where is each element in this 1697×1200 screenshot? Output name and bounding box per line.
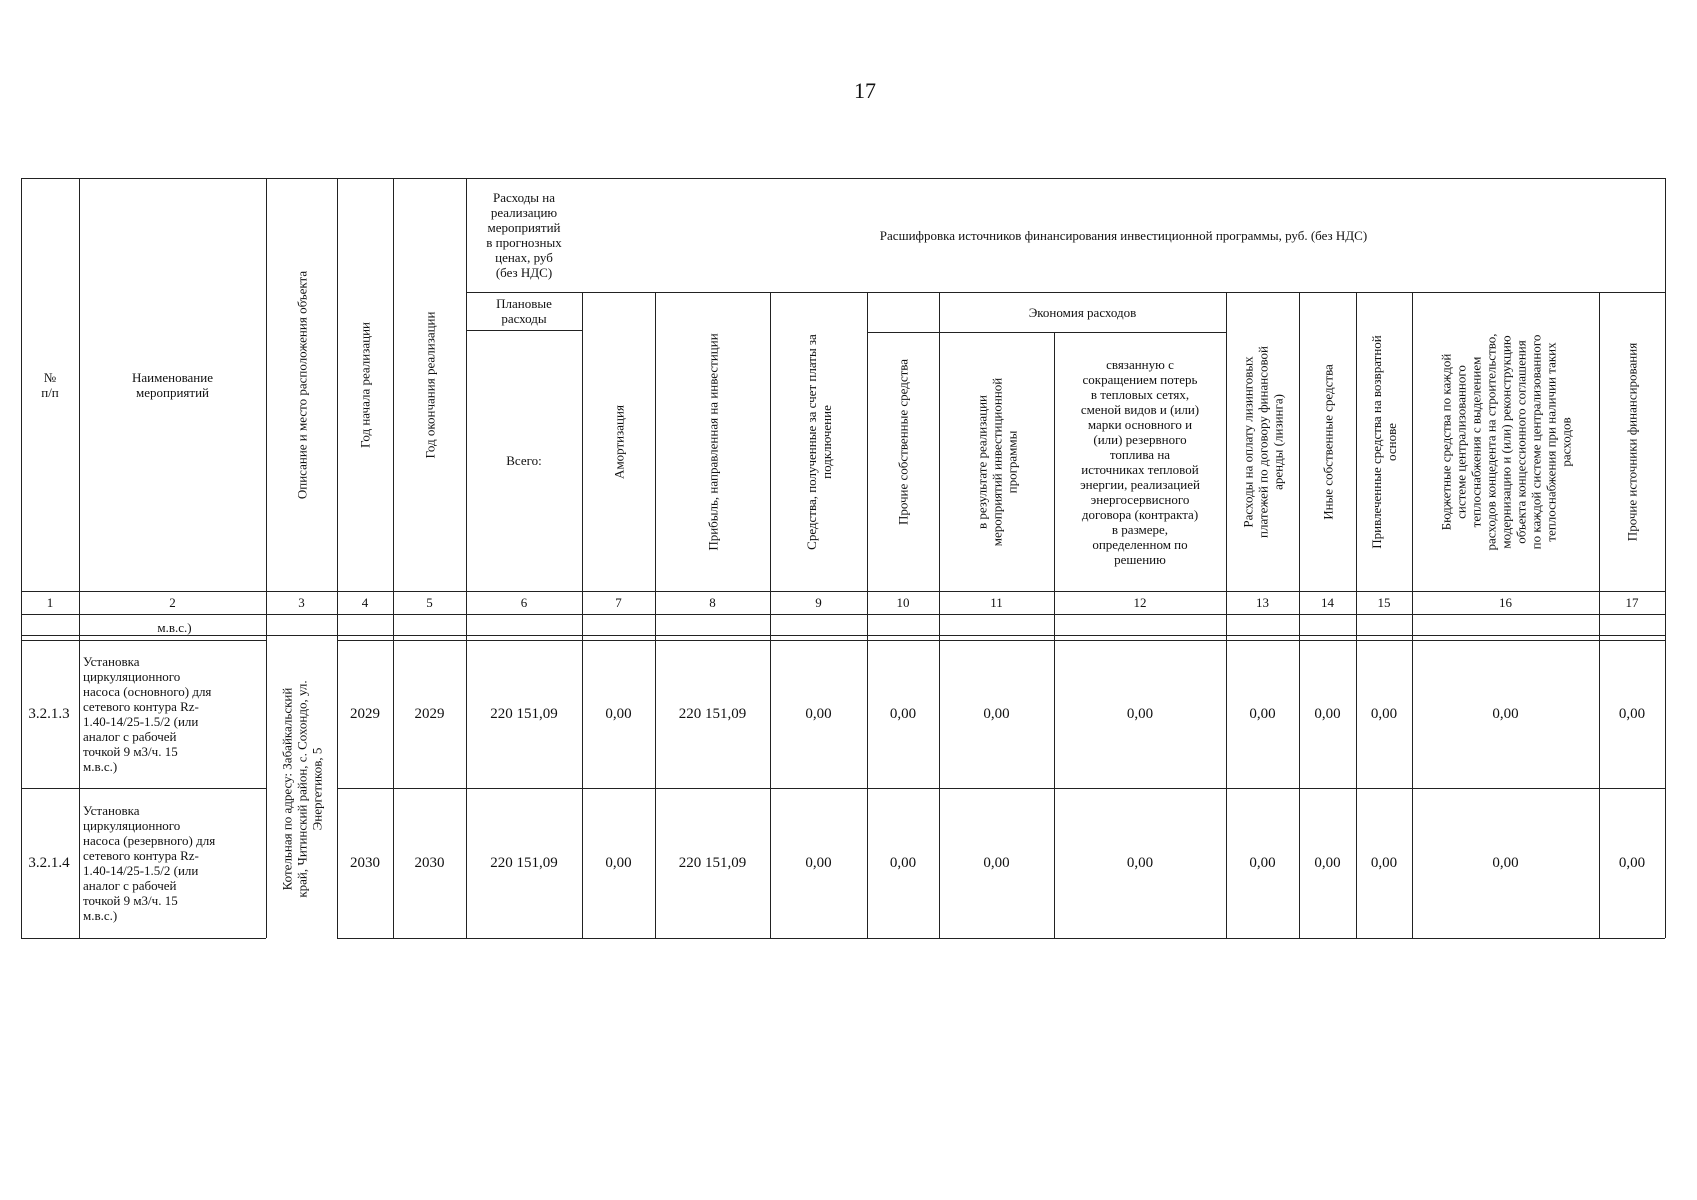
row-value: 0,00 bbox=[605, 705, 632, 722]
header-start-year: Год начала реализации bbox=[357, 321, 373, 448]
row-value: 220 151,09 bbox=[678, 854, 747, 871]
row-value: 0,00 bbox=[889, 854, 917, 871]
row-value: 0,00 bbox=[805, 854, 832, 871]
row-value: 0,00 bbox=[805, 705, 832, 722]
row-value: 0,00 bbox=[1492, 705, 1519, 722]
row-total: 220 151,09 bbox=[490, 854, 558, 871]
row-value: 0,00 bbox=[983, 705, 1010, 722]
carry-over-text: м.в.с.) bbox=[157, 620, 192, 635]
row-number: 3.2.1.3 bbox=[28, 705, 70, 722]
table-rule bbox=[266, 178, 267, 938]
row-start-year: 2030 bbox=[350, 854, 380, 871]
column-number: 13 bbox=[1256, 594, 1269, 610]
row-value: 0,00 bbox=[1314, 705, 1341, 722]
row-value: 0,00 bbox=[1618, 705, 1646, 722]
row-value: 0,00 bbox=[1492, 854, 1519, 871]
header-leasing: Расходы на оплату лизинговых платежей по договору финансовой аренды (лизинга) bbox=[1240, 345, 1285, 538]
header-name: Наименование мероприятий bbox=[132, 369, 213, 400]
column-number: 16 bbox=[1499, 594, 1512, 610]
column-number: 8 bbox=[709, 594, 716, 610]
row-value: 0,00 bbox=[1249, 854, 1276, 871]
header-costs: Расходы на реализацию мероприятий в прогнозных ценах, руб (без НДС) bbox=[486, 190, 562, 280]
row-value: 0,00 bbox=[1249, 705, 1276, 722]
row-number: 3.2.1.4 bbox=[28, 854, 70, 871]
row-value: 0,00 bbox=[1370, 854, 1398, 871]
header-amortization: Амортизация bbox=[611, 404, 626, 479]
header-num: № п/п bbox=[41, 369, 59, 400]
table-rule bbox=[21, 635, 1665, 636]
header-economy-program: в результате реализации мероприятий инвестиционной программы bbox=[974, 377, 1019, 546]
header-economy-losses: связанную с сокращением потерь в тепловых сетях, сменой видов и (или) марки основного и (или) резервного топлива на источниках тепловой энергии, реализацией энергосервисного договора (контракта) в размере, определенном по решению bbox=[1080, 356, 1200, 567]
row-value: 0,00 bbox=[1126, 854, 1154, 871]
header-other-own: Прочие собственные средства bbox=[895, 358, 911, 525]
column-number: 3 bbox=[298, 594, 305, 610]
table-rule bbox=[21, 938, 266, 939]
header-profit: Прибыль, направленная на инвестиции bbox=[705, 332, 720, 551]
row-location: Котельная по адресу: Забайкальский край, Читинский район, с. Сохондо, ул. Энергетиков, 5 bbox=[279, 680, 324, 898]
header-other-sources: Прочие источники финансирования bbox=[1624, 342, 1640, 541]
header-sources: Расшифровка источников финансирования инвестиционной программы, руб. (без НДС) bbox=[879, 227, 1368, 243]
header-connection-fee: Средства, полученные за счет платы за подключение bbox=[803, 333, 834, 550]
header-borrowed: Привлеченные средства на возвратной основе bbox=[1369, 334, 1399, 549]
row-value: 0,00 bbox=[605, 854, 632, 871]
column-number: 1 bbox=[46, 594, 54, 610]
column-number: 12 bbox=[1133, 594, 1147, 610]
column-number: 7 bbox=[615, 594, 622, 610]
column-number: 2 bbox=[169, 594, 176, 610]
header-economy: Экономия расходов bbox=[1028, 304, 1137, 320]
row-end-year: 2030 bbox=[414, 854, 445, 871]
header-budget: Бюджетные средства по каждой системе централизованного теплоснабжения с выделением расходов концедента на строительство, модернизацию и (или) реконструкцию объекта концессионного соглашения по каждой системе централизованного теплоснабжения при наличии таких расходов bbox=[1438, 332, 1573, 551]
column-number: 5 bbox=[426, 594, 433, 610]
column-number: 10 bbox=[896, 594, 910, 610]
row-value: 0,00 bbox=[1126, 705, 1154, 722]
page-number: 17 bbox=[854, 78, 876, 103]
row-value: 0,00 bbox=[983, 854, 1010, 871]
column-number: 11 bbox=[990, 594, 1003, 610]
table-rule bbox=[21, 614, 1665, 615]
header-total: Всего: bbox=[506, 453, 542, 468]
row-end-year: 2029 bbox=[414, 705, 445, 722]
table-rule bbox=[1665, 178, 1666, 938]
row-name: Установка циркуляционного насоса (основного) для сетевого контура Rz- 1.40-14/25-1.5/2 (или аналог с рабочей точкой 9 м3/ч. 15 м.в.с.) bbox=[83, 654, 212, 774]
column-number: 9 bbox=[815, 594, 822, 610]
row-value: 0,00 bbox=[1314, 854, 1341, 871]
column-number: 14 bbox=[1321, 594, 1334, 610]
row-total: 220 151,09 bbox=[490, 705, 558, 722]
row-value: 220 151,09 bbox=[678, 705, 747, 722]
row-name: Установка циркуляционного насоса (резервного) для сетевого контура Rz- 1.40-14/25-1.5/2 (или аналог с рабочей точкой 9 м3/ч. 15 м.в.с.) bbox=[83, 803, 216, 923]
table-rule bbox=[337, 938, 1665, 939]
row-value: 0,00 bbox=[1618, 854, 1646, 871]
header-other-own-funds: Иные собственные средства bbox=[1320, 363, 1335, 520]
header-planned: Плановые расходы bbox=[496, 296, 552, 326]
header-end-year: Год окончания реализации bbox=[422, 311, 437, 458]
row-value: 0,00 bbox=[889, 705, 917, 722]
column-number: 6 bbox=[520, 594, 528, 610]
column-number: 4 bbox=[361, 594, 369, 610]
header-location: Описание и место расположения объекта bbox=[294, 270, 309, 499]
row-value: 0,00 bbox=[1370, 705, 1398, 722]
column-number: 15 bbox=[1377, 594, 1391, 610]
row-start-year: 2029 bbox=[350, 705, 380, 722]
column-number: 17 bbox=[1625, 594, 1639, 610]
